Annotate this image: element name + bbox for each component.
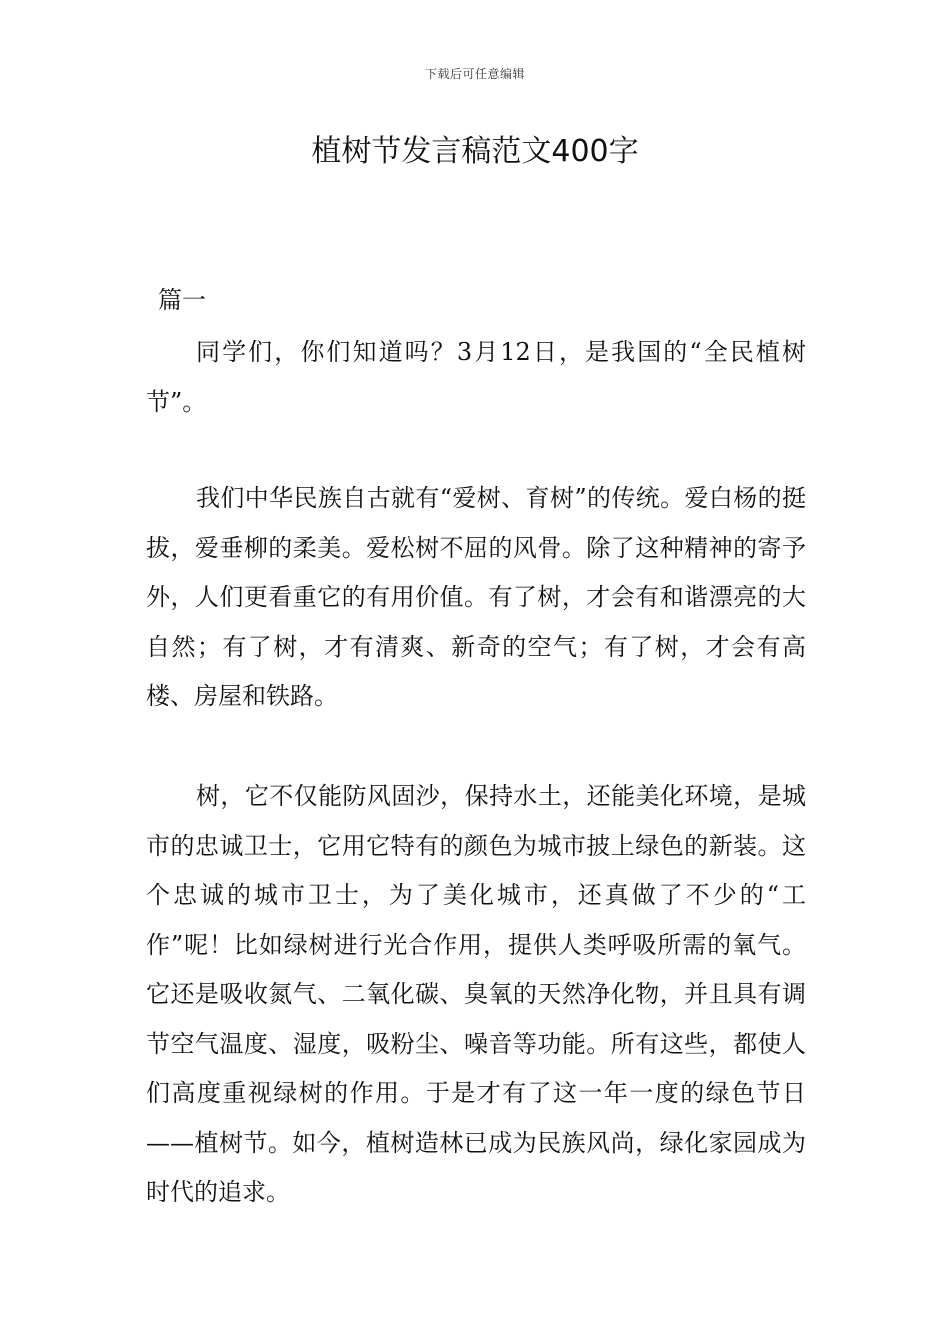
document-title: 植树节发言稿范文400字 [311,134,639,169]
section-heading: 篇一 [158,286,206,314]
paragraph-3: 树，它不仅能防风固沙，保持水土，还能美化环境，是城市的忠诚卫士，它用它特有的颜色为城市披上绿色的新装。这个忠诚的城市卫士，为了美化城市，还真做了不少的“工作”呢！比如绿树进行光合作用，提供人类呼吸所需的氧气。它还是吸收氮气、二氧化碳、臭氧的天然净化物，并且具有调节空气温度、湿度，吸粉尘、噪音等功能。所有这些，都使人们高度重视绿树的作用。于是才有了这一年一度的绿色节日——植树节。如今，植树造林已成为民族风尚，绿化家园成为时代的追求。 [146,782,806,1206]
header-note: 下载后可任意编辑 [424,67,525,81]
paragraph-2: 我们中华民族自古就有“爱树、育树”的传统。爱白杨的挺拔，爱垂柳的柔美。爱松树不屈的风骨。除了这种精神的寄予外，人们更看重它的有用价值。有了树，才会有和谐漂亮的大自然；有了树，才有清爽、新奇的空气；有了树，才会有高楼、房屋和铁路。 [146,484,806,710]
paragraph-1: 同学们，你们知道吗？3月12日，是我国的“全民植树节”。 [146,338,806,416]
